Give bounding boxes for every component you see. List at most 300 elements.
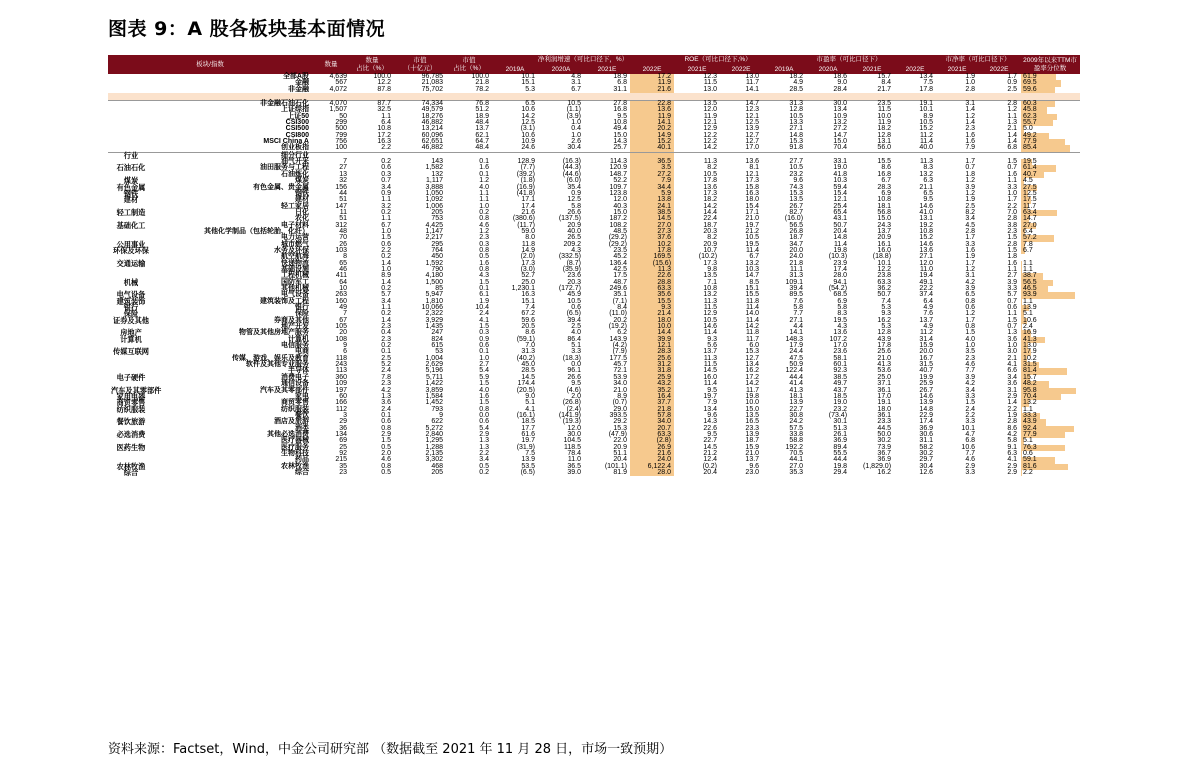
table-cell: 18.7 [703,221,718,229]
sub-sector-name: 油田服务与工程 [260,164,309,172]
table-cell: 6 [343,348,347,356]
sub-sector-name: 计算机 [288,335,309,343]
table-cell: 1.4 [381,259,391,267]
table-cell: 7.4 [881,297,892,305]
table-cell: 5.2 [381,361,391,369]
table-cell: 1.0 [381,227,391,235]
table-cell: 247 [431,329,443,337]
table-cell: 5.3 [881,304,892,312]
sub-sector-name: 银行 [295,304,309,312]
table-cell: 2.1 [1007,354,1018,362]
sub-sector-name: 纺织服装 [281,405,309,413]
sub-sector-name: CSI800 [285,131,309,139]
table-cell: 3.3 [1007,183,1018,191]
table-cell: 26.8 [789,227,804,235]
table-cell: 15.0 [833,138,848,146]
table-cell: 4.1 [525,405,535,413]
table-cell: 20.4 [613,456,627,464]
table-cell: 26.6 [567,373,581,381]
table-cell: 4.1 [479,316,489,324]
table-cell: 18.9 [613,73,627,80]
table-cell: 8.9 [617,392,627,400]
table-cell: 3.2 [381,202,391,210]
table-cell: 11 [339,208,347,216]
table-cell: 8.3 [923,164,934,172]
sub-sector-name: 传媒、游戏、娱乐及教育 [232,354,309,362]
table-cell: 2.0 [571,392,581,400]
table-cell: 1.4 [1007,138,1018,146]
table-cell: 62,651 [421,138,443,146]
table-cell: 2.2 [381,246,391,254]
table-cell: 4,072 [329,85,347,93]
table-cell: (4.2) [612,342,627,350]
sub-sector-name: 半导体 [288,367,309,375]
table-cell: 29 [339,418,347,426]
table-cell: 11.3 [703,354,718,362]
table-cell: 16.3 [521,291,535,299]
table-cell: 17.2 [630,74,674,80]
table-cell: 9.3 [881,310,892,318]
table-cell: 25.6 [630,356,674,362]
pe-percentile-value: 17.5 [1023,196,1037,204]
table-cell: 17.5 [613,272,627,280]
sub-sector-name: 非金融石油石化 [154,101,312,108]
pe-percentile-value: 11.7 [1023,202,1037,210]
sub-sector-name: 电商 [295,348,309,356]
table-cell: 5.8 [837,304,848,312]
table-cell: 23.3 [745,424,760,432]
table-cell: 70 [339,234,347,242]
table-cell: 43.1 [833,215,848,223]
sector-category: 必选消费 [116,429,146,439]
table-cell: 10.1 [961,424,976,432]
table-cell: 67 [339,316,347,324]
table-cell: 62.1 [475,131,489,139]
table-cell: (4.6) [566,386,581,394]
table-cell: 6.7 [749,253,760,261]
table-cell: 73.9 [877,443,892,451]
table-cell: 21.0 [877,354,892,362]
table-cell: 0.6 [381,418,391,426]
table-cell: 78.2 [475,85,489,93]
sector-category: 有色金属 [116,182,146,192]
table-cell: 11.9 [703,112,718,120]
sector-category: 交通运输 [116,258,146,268]
table-cell: 1.0 [571,131,581,139]
table-cell: 14.2 [521,112,535,120]
table-cell: 5,272 [425,424,443,432]
pe-percentile-value: 2.2 [1023,468,1033,476]
table-cell: 43.7 [833,386,848,394]
header-roe: ROE（可比口径下,%） [674,55,762,65]
table-cell: 8.4 [881,79,892,87]
table-cell: 48.4 [475,144,489,152]
table-cell: 12.7 [745,354,760,362]
table-cell: 4.9 [923,323,934,331]
table-cell: (20.5) [516,386,535,394]
table-cell: 16.3 [745,189,760,197]
sector-category: 医药生物 [116,442,146,452]
table-cell: 2.5 [381,354,391,362]
table-cell: 0.0 [571,361,581,369]
table-cell: 20.5 [521,323,535,331]
sub-sector-name: 非金融 [288,85,309,93]
sub-sector-name: 电信服务 [281,342,309,350]
table-cell: 24.0 [789,253,804,261]
table-cell: 4.3 [837,323,848,331]
table-cell: 2.3 [1007,227,1018,235]
table-cell: 16.0 [703,373,718,381]
pe-percentile-value: 45.8 [1023,106,1037,114]
table-cell: 12.1 [833,196,848,204]
table-cell: 18.2 [877,125,892,133]
table-cell: 753 [431,215,443,223]
table-cell: 50.7 [833,221,848,229]
table-cell: 14.7 [720,101,762,108]
table-cell: 13.9 [789,399,804,407]
table-cell: 5.8 [1007,437,1018,445]
sub-sector-name: 综合 [295,468,309,476]
table-cell: 0.5 [381,443,391,451]
pe-percentile-value: 59.6 [1023,85,1037,93]
pe-percentile-value: 5.1 [1023,310,1033,318]
table-cell: 4.4 [793,323,804,331]
sub-sector-name: 航空航海 [281,253,309,261]
sector-category: 综合 [123,467,139,477]
table-cell: 3.4 [965,215,976,223]
table-cell: 14.5 [703,367,718,375]
table-cell: 0.0 [479,411,489,419]
sector-category: 电气设备 [116,290,146,300]
table-cell: 12.7 [745,138,760,146]
table-cell: 3.6 [1007,380,1018,388]
table-cell: 2.2 [965,411,976,419]
table-cell: 120.9 [609,164,627,172]
table-cell: 4.0 [571,329,581,337]
table-cell: 14.6 [919,202,934,210]
table-cell: 10.5 [703,316,718,324]
table-cell: (1.1) [566,106,581,114]
table-cell: 10.9 [521,138,535,146]
table-cell: 10.6 [961,443,976,451]
table-cell: 18.2 [703,196,718,204]
table-cell: 19.2 [919,221,934,229]
table-cell: 16.0 [877,246,892,254]
table-cell: (54.2) [828,285,848,292]
table-cell: 1.2 [1007,106,1018,114]
table-cell: (1.8) [520,177,535,185]
table-cell: (2.8) [630,438,674,444]
table-cell: 156 [335,183,347,191]
table-cell: 1.1 [1007,177,1018,185]
table-cell: (7.1) [612,297,627,305]
table-cell: 10.4 [475,304,489,312]
table-cell: 14.5 [630,216,674,222]
table-cell: (31.9) [516,443,535,451]
table-cell: 22.0 [613,437,627,445]
table-cell: 18.2 [789,73,804,80]
table-cell: 17.8 [919,85,934,93]
table-cell: 13.8 [630,197,674,203]
table-cell: 29.0 [613,405,627,413]
table-cell: 12.7 [745,131,760,139]
table-cell: 11.4 [745,246,760,254]
table-cell: 18.1 [789,392,804,400]
table-cell: 27.8 [584,101,630,108]
table-cell: 9.5 [617,112,627,120]
table-cell: 96.1 [567,367,581,375]
table-cell: 60,096 [421,131,443,139]
table-cell: 14.6 [919,240,934,248]
table-cell: (172.7) [558,285,581,292]
table-cell: 249.6 [609,285,627,292]
table-cell: 0.2 [381,158,391,166]
table-cell: 0.2 [479,468,489,476]
table-cell: 11.9 [630,80,674,86]
table-cell: 109 [335,380,347,388]
table-cell: 26.7 [789,202,804,210]
sub-sector-name: 电力运营 [281,234,309,242]
table-cell: 34.7 [789,240,804,248]
table-cell: 11.2 [919,131,934,139]
table-cell: 19.0 [833,164,848,172]
table-cell: 5.8 [571,202,581,210]
pe-percentile-value: 48.2 [1023,380,1037,388]
pe-percentile-value: 6.7 [1023,246,1033,254]
table-cell: 28.5 [789,85,804,93]
table-cell: 14.8 [919,405,934,413]
table-cell: (41.8) [516,189,535,197]
table-cell: 1.0 [479,354,489,362]
header-profit-growth: 净利润增速（可比口径下，%） [492,55,674,65]
table-cell: 0.4 [381,329,391,337]
table-cell: 21.6 [630,451,674,457]
table-cell: 10.5 [789,164,804,172]
table-cell: 35.1 [613,291,627,299]
table-cell: 13,214 [421,125,443,133]
table-cell: 75,702 [421,85,443,93]
table-cell: 1.6 [479,164,489,172]
table-cell: 58.1 [833,354,848,362]
sub-sector-name: 电子材料 [281,221,309,229]
table-cell: 100 [335,144,347,152]
table-cell: 21.2 [745,227,760,235]
table-cell: 24.0 [630,457,674,463]
table-cell: 299 [335,119,347,127]
table-cell: 1.1 [1007,112,1018,120]
table-cell: 14.5 [521,373,535,381]
table-cell: 15.3 [789,138,804,146]
table-cell: 0.8 [479,405,489,413]
table-cell: 10.3 [745,265,760,273]
header-count: 数量 [312,55,350,74]
table-cell: 1.5 [1007,158,1018,166]
sub-sector-name: 国防军工 [281,278,309,286]
table-cell: 11.4 [703,380,718,388]
table-cell: 17.3 [745,177,760,185]
table-cell: 2.8 [1007,418,1018,426]
table-cell: 29.4 [833,468,848,476]
table-cell: 23.9 [833,259,848,267]
table-cell: 500 [335,125,347,133]
table-cell: (2.4) [566,405,581,413]
table-cell: 4.2 [965,380,976,388]
table-cell: 35.3 [789,468,804,476]
table-cell: (35.9) [562,265,581,273]
table-cell: 13.1 [919,215,934,223]
table-cell: 36.5 [567,462,581,470]
table-cell: 1.1 [381,215,391,223]
pe-percentile-value: 10.6 [1023,316,1037,324]
table-cell: 12.0 [567,424,581,432]
table-cell: 6.5 [965,291,976,299]
table-cell: 5,947 [425,291,443,299]
table-cell: 7 [343,310,347,318]
table-cell: 2.9 [479,430,489,438]
table-cell: 40.3 [613,202,627,210]
table-cell: 3.1 [571,79,581,87]
sector-category: 商贸零售 [116,398,146,408]
table-cell: 114.3 [610,158,627,166]
table-cell: 21.8 [630,407,674,413]
table-cell: 1.6 [1007,259,1018,267]
table-cell: 20.7 [630,426,674,432]
table-cell: 31.3 [789,272,804,280]
table-cell: 15.2 [919,125,934,133]
table-cell: 20.3 [703,227,718,235]
table-cell: 12.1 [703,119,718,127]
table-cell: 1,006 [425,202,443,210]
table-cell: 15.1 [745,285,760,292]
header-pe-percentile: 2009年以来TTM市盈率分位数 [1020,55,1080,74]
table-cell: 50.7 [877,291,892,299]
table-cell: 22.7 [703,437,718,445]
table-cell: 13.7 [703,348,718,356]
table-cell: 50 [339,112,347,120]
sector-category: 银行 [123,303,139,313]
table-cell: 1,230.1 [511,285,535,292]
table-cell: 9.6 [793,177,804,185]
table-cell: 6.4 [923,297,934,305]
table-cell: 14.2 [703,144,718,152]
table-cell: 27.2 [630,172,674,178]
table-cell: 94.1 [833,278,848,286]
table-cell: 112 [335,405,347,413]
pe-percentile-value: 60.3 [1023,100,1037,108]
table-cell: 72.1 [613,367,627,375]
table-cell: 86.4 [567,335,581,343]
sector-category: 轻工制造 [116,207,146,217]
table-cell: 4.6 [965,361,976,369]
table-cell: 13.9 [919,399,934,407]
table-cell: 799 [335,131,347,139]
table-cell: 51.1 [613,449,627,457]
table-cell: (15.6) [630,261,674,267]
table-cell: 1,288 [425,443,443,451]
table-cell: 14.3 [703,418,718,426]
table-cell: 4,639 [329,73,347,80]
table-cell: 12.0 [919,259,934,267]
table-cell: 2,840 [425,430,443,438]
table-cell: 12.2 [703,131,718,139]
table-cell: 764 [431,246,443,254]
table-cell: 25.7 [613,144,627,152]
table-cell: 34.4 [630,185,674,191]
table-cell: 174.4 [517,380,535,388]
table-cell: 74.3 [789,183,804,191]
table-cell: 3.3 [571,348,581,356]
table-cell: 19.7 [703,392,718,400]
table-cell: 3.9 [965,183,976,191]
table-cell: 13.2 [833,119,848,127]
table-cell: 0.1 [381,411,391,419]
table-cell: 2.3 [381,380,391,388]
sub-sector-name: 全部A股 [282,73,309,80]
table-cell: 36.7 [877,449,892,457]
table-cell: 1.7 [965,234,976,242]
pe-percentile-value: 76.3 [1023,443,1037,451]
table-cell: 22.4 [703,215,718,223]
table-cell: 2.2 [1007,405,1018,413]
table-cell: 27.0 [789,462,804,470]
sector-category: 计算机 [120,334,142,344]
table-cell: 4.7 [965,430,976,438]
table-cell: 1,584 [425,392,443,400]
table-cell: 6.4 [381,119,391,127]
table-cell: 1.2 [965,310,976,318]
table-cell: 11.4 [745,304,760,312]
sub-sector-name: 券商及其他 [274,316,309,324]
table-cell: (19.2) [608,323,627,331]
table-cell: 17.9 [789,342,804,350]
table-cell: 109.7 [609,183,627,191]
table-cell: 15.8 [745,183,760,191]
table-cell: 17.8 [877,342,892,350]
table-cell: 6.9 [837,297,848,305]
table-cell: 118.5 [564,443,581,451]
table-cell: 43.2 [630,381,674,387]
table-cell: 22.7 [789,405,804,413]
table-cell: 6.6 [1007,367,1018,375]
table-cell: 10.8 [919,227,934,235]
table-cell: 1.5 [479,380,489,388]
table-cell: 29.7 [919,456,934,464]
table-cell: 12.8 [789,106,804,114]
table-cell: (16.3) [562,158,581,166]
table-cell: 6.3 [1007,449,1018,457]
table-cell: 29.2 [613,418,627,426]
table-cell: 23.6 [567,272,581,280]
table-cell: 5.4 [479,424,489,432]
pe-percentile-value: 33.3 [1023,411,1037,419]
table-cell: 20 [339,329,347,337]
table-cell: 14.1 [789,329,804,337]
table-cell: 70.5 [789,449,804,457]
sector-category: 基础化工 [116,220,146,230]
table-cell: 13.3 [789,119,804,127]
pe-percentile-value: 57.2 [1023,234,1037,242]
table-cell: 96,785 [421,73,443,80]
sub-sector-name: 医疗服务 [281,443,309,451]
table-cell: 14.2 [745,323,760,331]
table-cell: 0.6 [965,304,976,312]
table-cell: 17.7 [521,424,535,432]
table-cell: 1.5 [479,278,489,286]
table-cell: 3.5 [630,165,674,171]
table-cell: 45.9 [567,291,581,299]
table-cell: 31.1 [919,437,934,445]
table-cell: 27.1 [919,253,934,261]
